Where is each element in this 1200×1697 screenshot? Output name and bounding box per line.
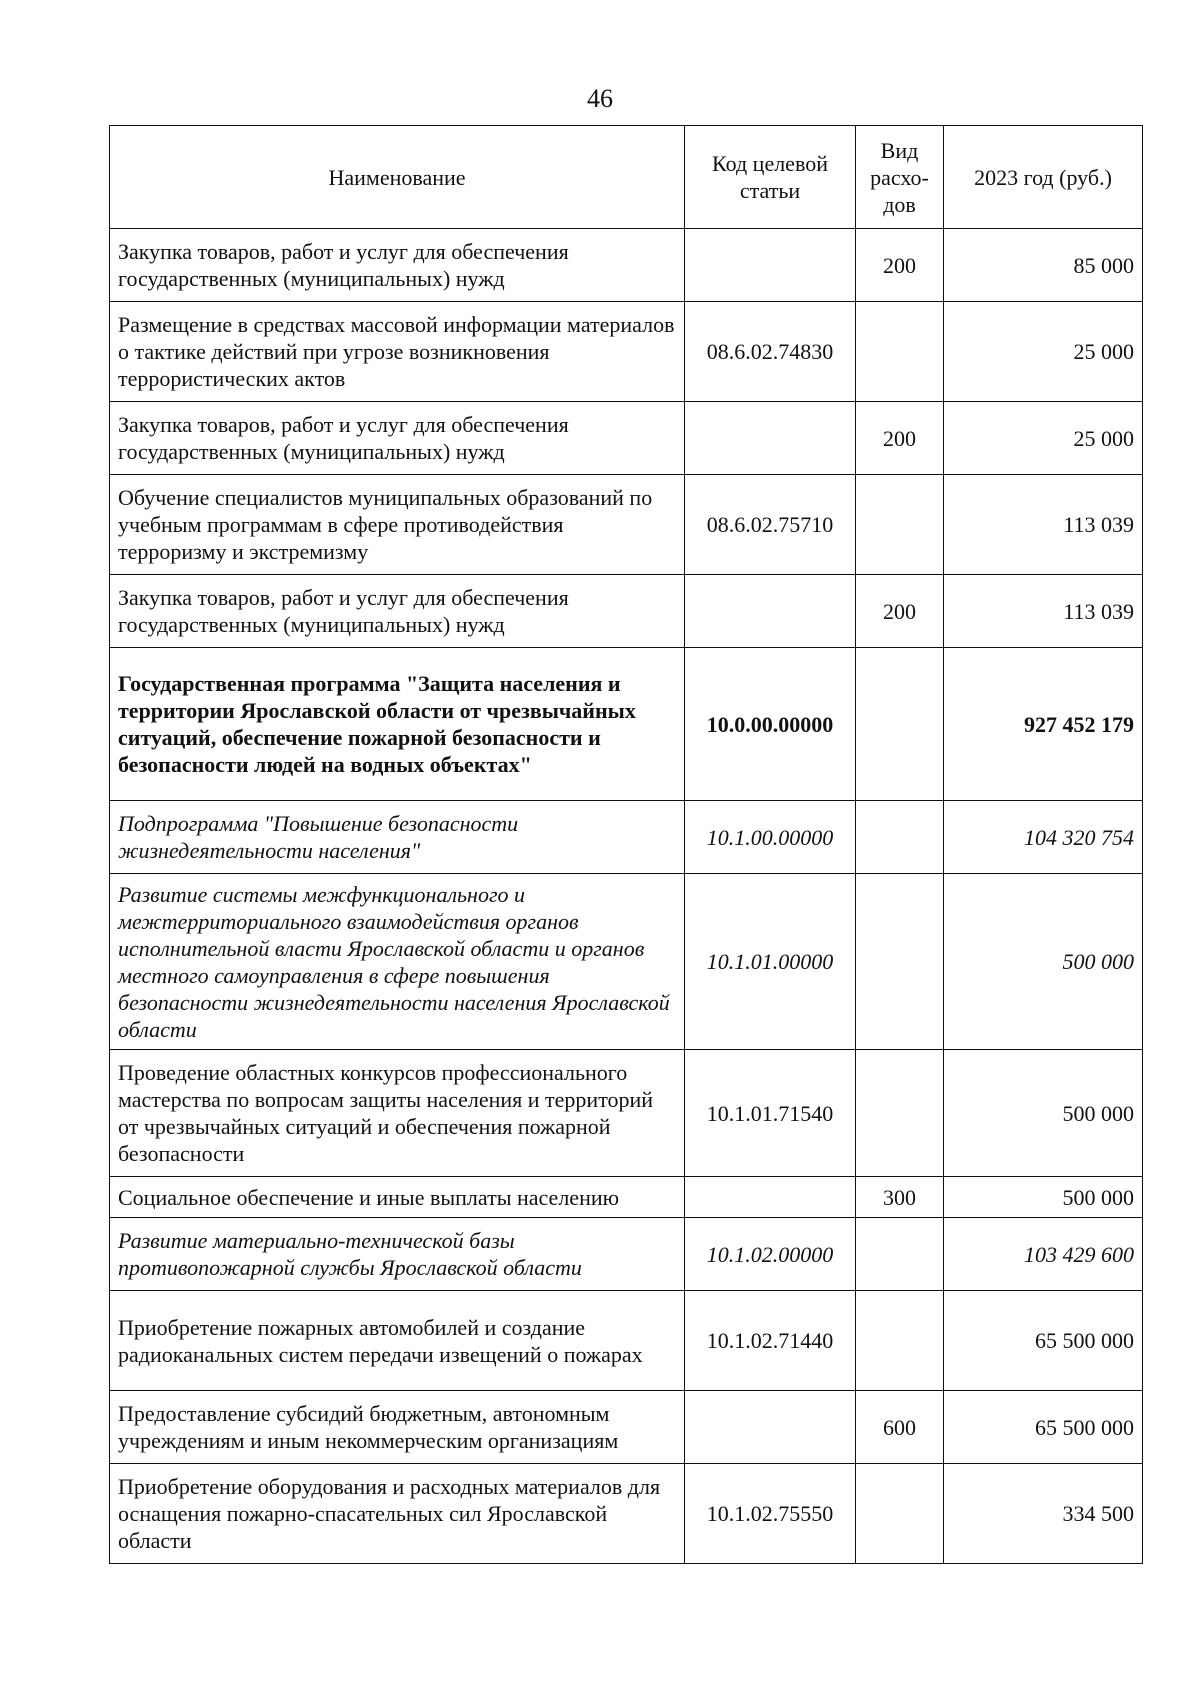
row-amount: 113 039	[944, 475, 1143, 575]
table-row	[110, 1464, 1143, 1564]
row-amount: 334 500	[944, 1464, 1143, 1564]
row-code: 10.1.02.00000	[685, 1218, 856, 1291]
row-type: 200	[856, 575, 944, 648]
table-row	[110, 229, 1143, 302]
row-amount: 113 039	[944, 575, 1143, 648]
row-code	[685, 1177, 856, 1218]
row-name: Проведение областных конкурсов профессионального мастерства по вопросам защиты населения и территорий от чрезвычайных ситуаций и обеспечения пожарной безопасности	[110, 1050, 685, 1177]
row-name: Развитие системы межфункционального и межтерриториального взаимодействия органов исполнительной власти Ярославской области и органов местного самоуправления в сфере повышения безопасности жизнедеятельности населения Ярославской области	[110, 874, 685, 1050]
row-name: Подпрограмма "Повышение безопасности жизнедеятельности населения"	[110, 801, 685, 874]
header-type: Вид расхо-дов	[856, 126, 944, 229]
row-code	[685, 575, 856, 648]
header-amount: 2023 год (руб.)	[944, 126, 1143, 229]
row-type	[856, 475, 944, 575]
row-name: Социальное обеспечение и иные выплаты населению	[110, 1177, 685, 1218]
row-code	[685, 402, 856, 475]
table-row	[110, 475, 1143, 575]
table-row-program	[110, 648, 1143, 801]
row-code	[685, 229, 856, 302]
row-type: 200	[856, 229, 944, 302]
row-amount: 500 000	[944, 1177, 1143, 1218]
header-code: Код целевой статьи	[685, 126, 856, 229]
row-name: Предоставление субсидий бюджетным, автономным учреждениям и иным некоммерческим организациям	[110, 1391, 685, 1464]
table-row	[110, 1291, 1143, 1391]
row-name: Обучение специалистов муниципальных образований по учебным программам в сфере противодействия терроризму и экстремизму	[110, 475, 685, 575]
row-code: 10.0.00.00000	[685, 648, 856, 801]
row-name: Закупка товаров, работ и услуг для обеспечения государственных (муниципальных) нужд	[110, 229, 685, 302]
row-amount: 104 320 754	[944, 801, 1143, 874]
row-amount: 65 500 000	[944, 1291, 1143, 1391]
table-row-subprogram	[110, 801, 1143, 874]
row-type	[856, 1464, 944, 1564]
row-type	[856, 1291, 944, 1391]
row-amount: 500 000	[944, 874, 1143, 1050]
row-type	[856, 648, 944, 801]
row-type	[856, 1218, 944, 1291]
table-row	[110, 402, 1143, 475]
table-header-row	[110, 126, 1143, 229]
budget-table	[109, 125, 1143, 1564]
row-type	[856, 302, 944, 402]
row-code: 10.1.02.75550	[685, 1464, 856, 1564]
table-row	[110, 1050, 1143, 1177]
row-code: 08.6.02.75710	[685, 475, 856, 575]
row-name: Размещение в средствах массовой информации материалов о тактике действий при угрозе возникновения террористических актов	[110, 302, 685, 402]
row-name: Приобретение оборудования и расходных материалов для оснащения пожарно-спасательных сил Ярославской области	[110, 1464, 685, 1564]
row-amount: 927 452 179	[944, 648, 1143, 801]
row-name: Приобретение пожарных автомобилей и создание радиоканальных систем передачи извещений о пожарах	[110, 1291, 685, 1391]
row-code: 10.1.01.00000	[685, 874, 856, 1050]
row-name: Закупка товаров, работ и услуг для обеспечения государственных (муниципальных) нужд	[110, 575, 685, 648]
row-code	[685, 1391, 856, 1464]
row-type	[856, 1050, 944, 1177]
table-row-subprogram	[110, 1218, 1143, 1291]
header-name: Наименование	[110, 126, 685, 229]
table-row	[110, 302, 1143, 402]
page-number: 46	[587, 84, 613, 113]
row-type	[856, 874, 944, 1050]
row-code: 10.1.00.00000	[685, 801, 856, 874]
row-amount: 25 000	[944, 402, 1143, 475]
row-amount: 85 000	[944, 229, 1143, 302]
row-amount: 500 000	[944, 1050, 1143, 1177]
row-amount: 103 429 600	[944, 1218, 1143, 1291]
row-name: Развитие материально-технической базы противопожарной службы Ярославской области	[110, 1218, 685, 1291]
table-row-subprogram	[110, 874, 1143, 1050]
row-type: 200	[856, 402, 944, 475]
row-name: Закупка товаров, работ и услуг для обеспечения государственных (муниципальных) нужд	[110, 402, 685, 475]
row-amount: 65 500 000	[944, 1391, 1143, 1464]
row-type: 300	[856, 1177, 944, 1218]
row-type: 600	[856, 1391, 944, 1464]
table-row	[110, 1177, 1143, 1218]
row-code: 10.1.01.71540	[685, 1050, 856, 1177]
row-name: Государственная программа "Защита населения и территории Ярославской области от чрезвычайных ситуаций, обеспечение пожарной безопасности и безопасности людей на водных объектах"	[110, 648, 685, 801]
table-row	[110, 575, 1143, 648]
table-row	[110, 1391, 1143, 1464]
row-code: 10.1.02.71440	[685, 1291, 856, 1391]
row-type	[856, 801, 944, 874]
row-amount: 25 000	[944, 302, 1143, 402]
row-code: 08.6.02.74830	[685, 302, 856, 402]
